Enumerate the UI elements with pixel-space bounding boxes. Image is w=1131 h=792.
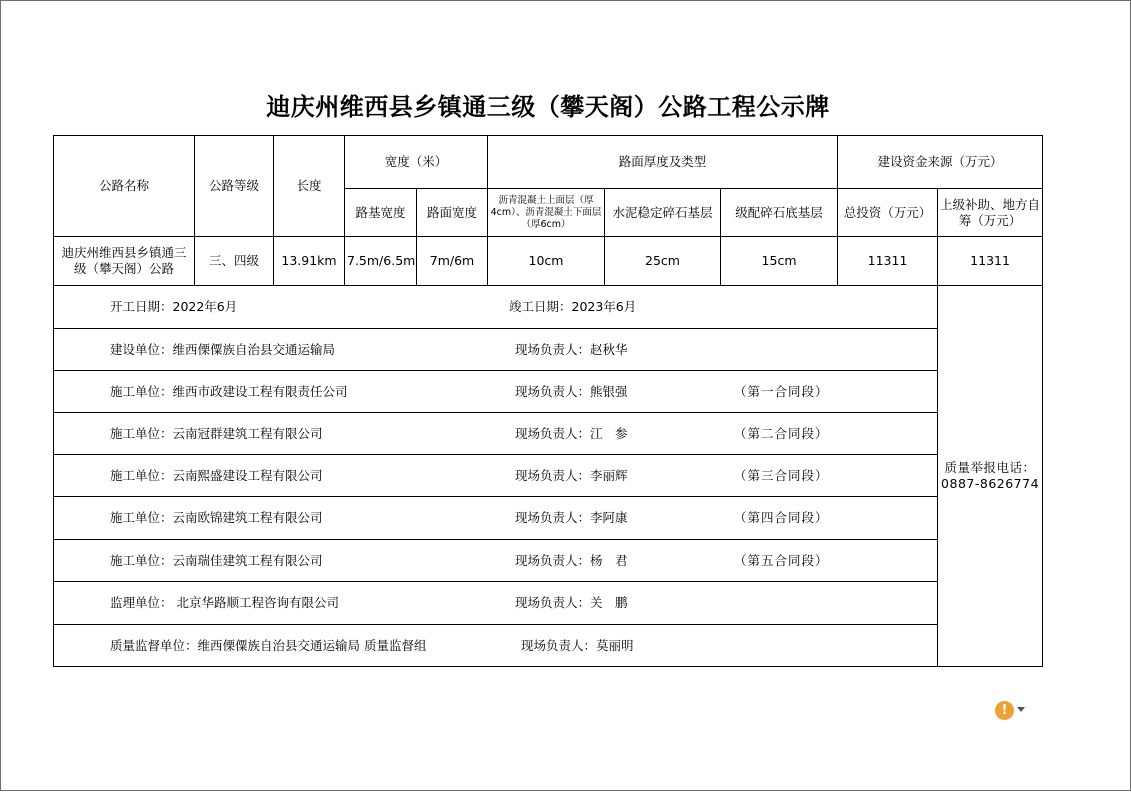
start-date: 开工日期：2022年6月 — [110, 299, 238, 314]
header-pavement-width: 路面宽度 — [417, 189, 488, 237]
header-road-grade: 公路等级 — [195, 136, 274, 237]
exclamation-circle-icon: ! — [995, 701, 1014, 720]
quality-manager: 现场负责人：莫丽明 — [521, 637, 634, 653]
supervisor-unit: 监理单位： 北京华路顺工程咨询有限公司 — [110, 595, 339, 610]
info-row-contractor-5 — [54, 540, 1043, 582]
cell-asphalt-layers: 10cm — [488, 237, 605, 286]
contractor-manager: 现场负责人：李阿康 — [515, 510, 628, 525]
info-row-dates — [54, 286, 1043, 329]
info-row-contractor-4 — [54, 497, 1043, 540]
contractor-manager: 现场负责人：李丽辉 — [515, 467, 628, 483]
warning-dropdown[interactable] — [995, 701, 1029, 721]
builder-unit: 建设单位：维西傈僳族自治县交通运输局 — [110, 341, 336, 357]
data-row — [54, 237, 1043, 286]
contractor-section: （第三合同段） — [734, 467, 829, 483]
contractor-unit: 施工单位：维西市政建设工程有限责任公司 — [110, 383, 348, 399]
cell-road-name: 迪庆州维西县乡镇通三级（攀天阁）公路 — [54, 237, 195, 286]
cell-subsidy: 11311 — [938, 237, 1043, 286]
info-row-supervisor — [54, 582, 1043, 625]
project-notice-table — [53, 135, 1043, 667]
header-thickness-group: 路面厚度及类型 — [488, 136, 838, 189]
cell-subgrade-width: 7.5m/6.5m — [345, 237, 417, 286]
info-row-builder — [54, 329, 1043, 371]
header-subgrade-width: 路基宽度 — [345, 189, 417, 237]
cell-length: 13.91km — [274, 237, 345, 286]
header-funding-group: 建设资金来源（万元） — [838, 136, 1043, 189]
header-width-group: 宽度（米） — [345, 136, 488, 189]
hotline-label: 质量举报电话： — [944, 460, 1036, 475]
header-cement-base: 水泥稳定碎石基层 — [605, 189, 721, 237]
contractor-section: （第四合同段） — [734, 510, 829, 525]
cell-pavement-width: 7m/6m — [417, 237, 488, 286]
page-title: 迪庆州维西县乡镇通三级（攀天阁）公路工程公示牌 — [266, 92, 830, 121]
header-asphalt-layers: 沥青混凝土上面层（厚4cm）、沥青混凝土下面层（厚6cm） — [488, 189, 605, 237]
end-date: 竣工日期：2023年6月 — [509, 299, 637, 314]
header-subsidy: 上级补助、地方自筹（万元） — [938, 189, 1043, 237]
header-road-name: 公路名称 — [54, 136, 195, 237]
info-row-contractor-2 — [54, 413, 1043, 455]
supervisor-manager: 现场负责人：关 鹏 — [515, 595, 628, 610]
contractor-manager: 现场负责人：熊银强 — [515, 383, 628, 399]
hotline-number: 0887-8626774 — [941, 476, 1040, 491]
contractor-section: （第二合同段） — [734, 425, 829, 441]
contractor-manager: 现场负责人：杨 君 — [515, 552, 628, 568]
header-row-1 — [54, 136, 1043, 189]
cell-total-investment: 11311 — [838, 237, 938, 286]
contractor-unit: 施工单位：云南冠群建筑工程有限公司 — [110, 425, 323, 441]
contractor-section: （第一合同段） — [734, 383, 829, 399]
caret-down-icon — [1017, 707, 1025, 712]
header-graded-subbase: 级配碎石底基层 — [721, 189, 838, 237]
contractor-manager: 现场负责人：江 参 — [515, 425, 628, 441]
info-row-quality — [54, 625, 1043, 667]
info-row-contractor-3 — [54, 455, 1043, 497]
contractor-unit: 施工单位：云南瑞佳建筑工程有限公司 — [110, 552, 323, 568]
header-total-investment: 总投资（万元） — [838, 189, 938, 237]
contractor-unit: 施工单位：云南熙盛建设工程有限公司 — [110, 467, 323, 483]
contractor-section: （第五合同段） — [734, 552, 829, 568]
builder-manager: 现场负责人：赵秋华 — [515, 341, 628, 357]
info-row-contractor-1 — [54, 371, 1043, 413]
cell-graded-subbase: 15cm — [721, 237, 838, 286]
cell-cement-base: 25cm — [605, 237, 721, 286]
quality-hotline-cell — [938, 286, 1043, 667]
quality-unit: 质量监督单位：维西傈僳族自治县交通运输局 质量监督组 — [110, 637, 427, 653]
contractor-unit: 施工单位：云南欧锦建筑工程有限公司 — [110, 510, 323, 525]
header-length: 长度 — [274, 136, 345, 237]
cell-road-grade: 三、四级 — [195, 237, 274, 286]
